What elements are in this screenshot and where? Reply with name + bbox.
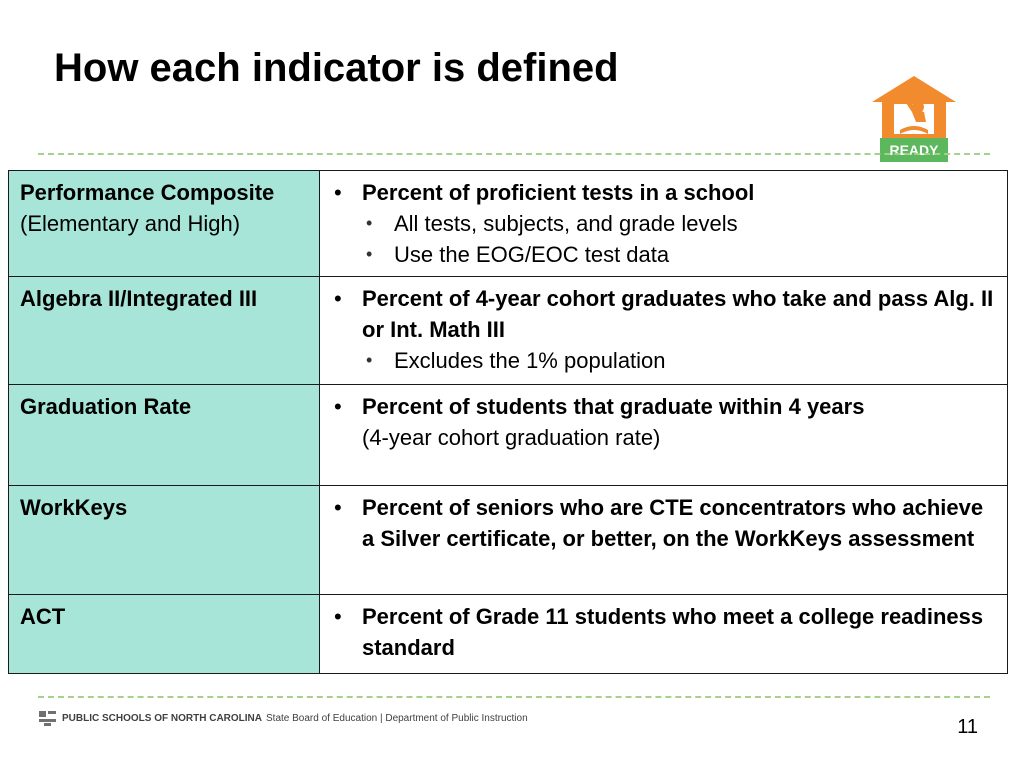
indicator-qualifier: (Elementary and High) bbox=[20, 211, 241, 236]
indicator-cell bbox=[9, 595, 320, 674]
bullet-icon: • bbox=[366, 213, 373, 233]
table-row bbox=[9, 171, 1008, 277]
definition-note: (4-year cohort graduation rate) bbox=[362, 425, 661, 450]
definition-bullet: • Percent of students that graduate within 4 years bbox=[334, 391, 997, 422]
nc-dpi-mark-icon bbox=[38, 708, 58, 728]
indicator-name: WorkKeys bbox=[20, 495, 128, 520]
definition-bullet: • Percent of 4-year cohort graduates who take and pass Alg. II or Int. Math III bbox=[334, 283, 997, 345]
definition-sub-bullet: • All tests, subjects, and grade levels bbox=[334, 208, 997, 239]
definition-sub-bullet: • Excludes the 1% population bbox=[334, 345, 997, 376]
page-number: 11 bbox=[957, 716, 978, 738]
bullet-icon: • bbox=[334, 495, 342, 520]
footer bbox=[38, 708, 528, 728]
definition-cell bbox=[320, 385, 1008, 486]
table-row bbox=[9, 595, 1008, 674]
indicator-cell bbox=[9, 385, 320, 486]
bullet-icon: • bbox=[334, 180, 342, 205]
indicator-cell bbox=[9, 171, 320, 277]
top-divider bbox=[38, 153, 990, 155]
definition-cell bbox=[320, 171, 1008, 277]
bullet-icon: • bbox=[334, 394, 342, 419]
page-title: How each indicator is defined bbox=[54, 46, 619, 90]
footer-dept: State Board of Education | Department of Public Instruction bbox=[266, 712, 528, 724]
definition-bullet: • Percent of seniors who are CTE concentrators who achieve a Silver certificate, or better, on the WorkKeys assessment bbox=[334, 492, 997, 554]
definition-cell bbox=[320, 486, 1008, 595]
table-row bbox=[9, 385, 1008, 486]
definition-sub-bullet: • Use the EOG/EOC test data bbox=[334, 239, 997, 270]
table-row bbox=[9, 486, 1008, 595]
indicator-name: Performance Composite bbox=[20, 180, 275, 205]
ready-label: READY bbox=[889, 142, 939, 158]
definition-cell bbox=[320, 595, 1008, 674]
footer-org: PUBLIC SCHOOLS OF NORTH CAROLINA bbox=[62, 712, 262, 724]
definition-cell bbox=[320, 277, 1008, 385]
indicator-name: Graduation Rate bbox=[20, 394, 192, 419]
indicator-name: ACT bbox=[20, 604, 66, 629]
bullet-icon: • bbox=[334, 286, 342, 311]
table-row bbox=[9, 277, 1008, 385]
definition-bullet: • Percent of proficient tests in a school bbox=[334, 177, 997, 208]
indicator-name: Algebra II/Integrated III bbox=[20, 286, 258, 311]
definition-bullet: • Percent of Grade 11 students who meet a college readiness standard bbox=[334, 601, 997, 663]
indicator-definitions-table bbox=[8, 170, 1008, 674]
indicator-cell bbox=[9, 277, 320, 385]
bottom-divider bbox=[38, 696, 990, 698]
indicator-cell bbox=[9, 486, 320, 595]
bullet-icon: • bbox=[366, 350, 373, 370]
bullet-icon: • bbox=[334, 604, 342, 629]
bullet-icon: • bbox=[366, 244, 373, 264]
